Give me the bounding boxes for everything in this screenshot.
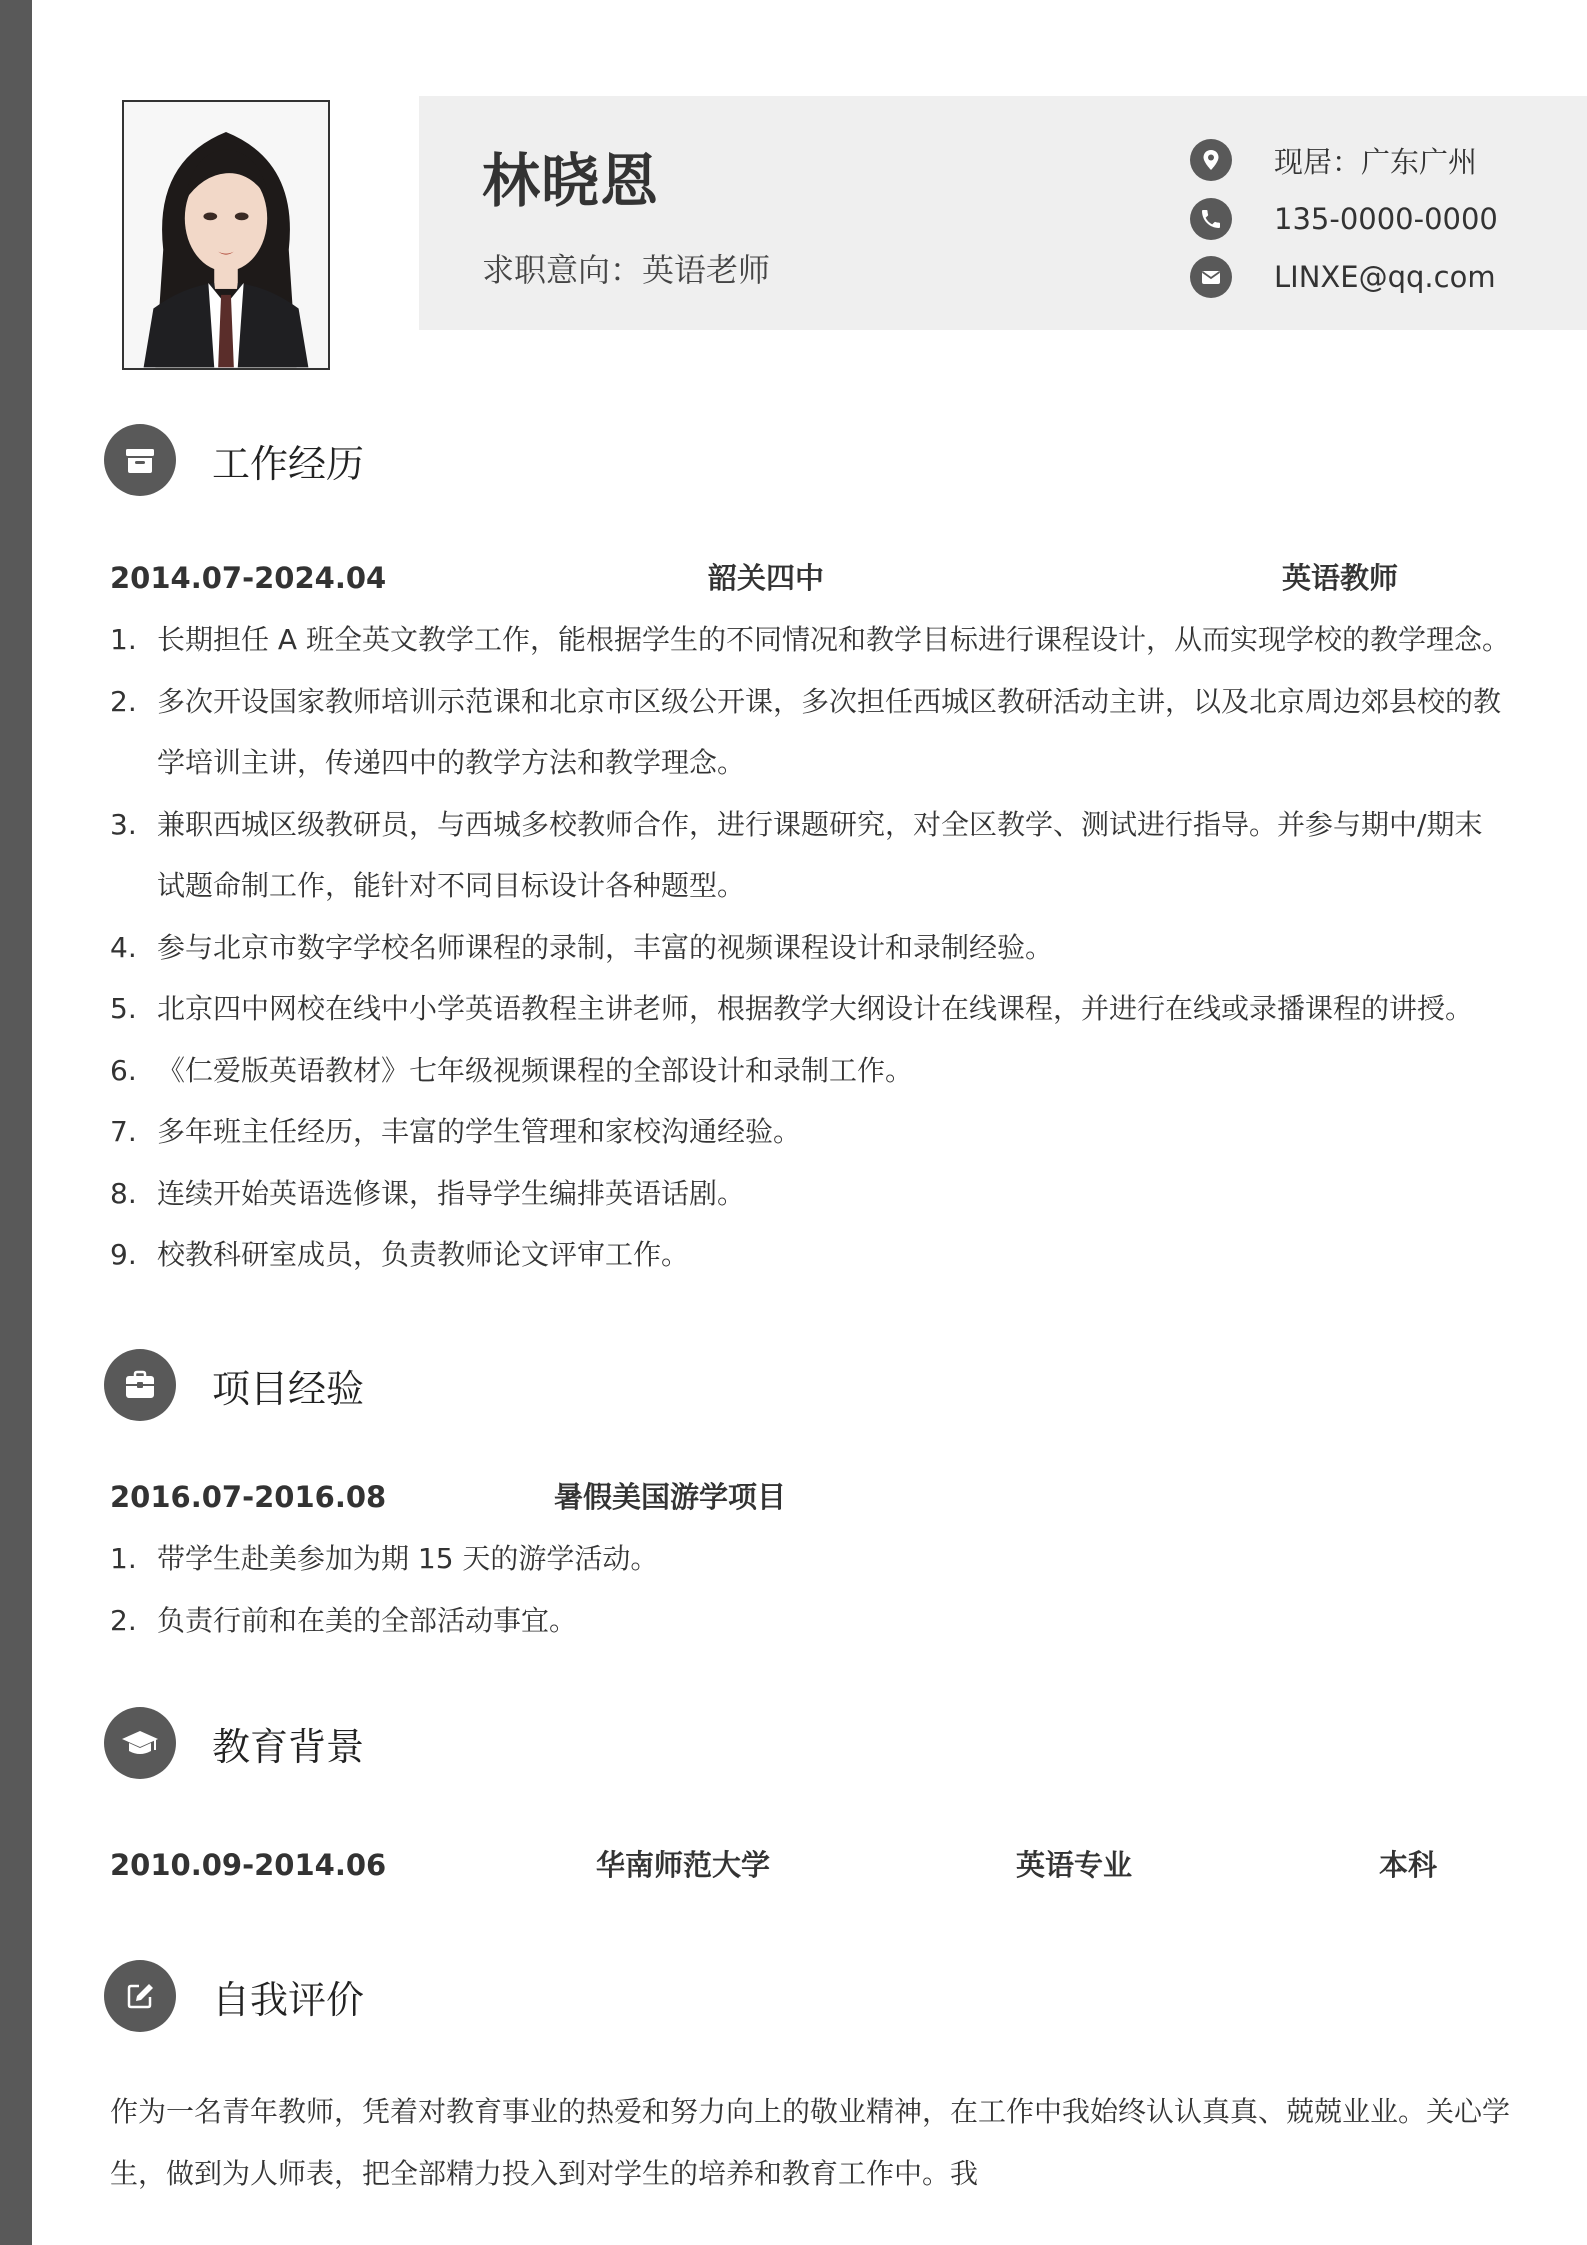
list-item-text: 长期担任 A 班全英文教学工作，能根据学生的不同情况和教学目标进行课程设计，从而实现学校的教学理念。 xyxy=(157,623,1510,656)
phone-icon xyxy=(1190,198,1232,240)
graduation-cap-icon xyxy=(104,1707,176,1779)
project-meta-row xyxy=(110,1477,1510,1517)
list-item-text: 多次开设国家教师培训示范课和北京市区级公开课，多次担任西城区教研活动主讲，以及北京周边郊县校的教学培训主讲，传递四中的教学方法和教学理念。 xyxy=(157,684,1502,779)
left-accent-bar xyxy=(0,0,32,2245)
list-item xyxy=(110,1163,1510,1225)
list-item xyxy=(110,1101,1510,1163)
email-text: LINXE@qq.com xyxy=(1274,260,1496,294)
work-duties-list xyxy=(110,609,1510,1286)
section-work-header xyxy=(104,424,364,496)
archive-box-icon xyxy=(104,424,176,496)
education-school: 华南师范大学 xyxy=(596,1848,771,1882)
list-item-text: 《仁爱版英语教材》七年级视频课程的全部设计和录制工作。 xyxy=(157,1053,914,1087)
list-item-text: 北京四中网校在线中小学英语教程主讲老师，根据教学大纲设计在线课程，并进行在线或录播课程的讲授。 xyxy=(157,992,1474,1025)
list-item-text: 兼职西城区级教研员，与西城多校教师合作，进行课题研究，对全区教学、测试进行指导。并参与期中/期末试题命制工作，能针对不同目标设计各种题型。 xyxy=(157,807,1483,902)
work-org: 韶关四中 xyxy=(708,561,825,595)
list-item-number: 5. xyxy=(110,992,137,1025)
list-item xyxy=(110,1224,1510,1286)
project-items-list xyxy=(110,1528,1510,1651)
list-item xyxy=(110,917,1510,979)
work-meta-row xyxy=(110,558,1510,598)
list-item-number: 1. xyxy=(110,623,137,656)
list-item xyxy=(110,1040,1510,1102)
project-name: 暑假美国游学项目 xyxy=(554,1480,787,1514)
location-text: 现居：广东广州 xyxy=(1274,144,1478,179)
list-item-number: 9. xyxy=(110,1238,137,1271)
contact-phone xyxy=(1190,197,1498,241)
education-date: 2010.09-2014.06 xyxy=(110,1848,387,1882)
contact-location xyxy=(1190,138,1477,182)
list-item-text: 校教科研室成员，负责教师论文评审工作。 xyxy=(157,1238,690,1271)
section-self-eval-header xyxy=(104,1960,364,2032)
section-work-title: 工作经历 xyxy=(212,441,365,486)
list-item xyxy=(110,978,1510,1040)
briefcase-icon xyxy=(104,1349,176,1421)
candidate-name: 林晓恩 xyxy=(482,147,660,215)
job-intent: 求职意向：英语老师 xyxy=(482,251,771,289)
list-item-text: 负责行前和在美的全部活动事宜。 xyxy=(157,1603,578,1637)
list-item-number: 6. xyxy=(110,1053,137,1087)
list-item-number: 8. xyxy=(110,1176,137,1210)
list-item-number: 2. xyxy=(110,1603,137,1637)
profile-photo xyxy=(122,100,330,370)
list-item xyxy=(110,1528,1510,1590)
list-item-text: 参与北京市数字学校名师课程的录制，丰富的视频课程设计和录制经验。 xyxy=(157,930,1054,964)
list-item-number: 7. xyxy=(110,1115,137,1148)
edit-icon xyxy=(104,1960,176,2032)
section-education-title: 教育背景 xyxy=(212,1724,365,1769)
list-item-number: 2. xyxy=(110,684,137,718)
section-project-title: 项目经验 xyxy=(212,1366,365,1411)
list-item-number: 1. xyxy=(110,1542,137,1575)
education-major: 英语专业 xyxy=(1016,1848,1133,1882)
list-item xyxy=(110,1590,1510,1652)
education-degree: 本科 xyxy=(1379,1848,1438,1882)
envelope-icon xyxy=(1190,256,1232,298)
phone-text: 135-0000-0000 xyxy=(1274,202,1498,236)
contact-email xyxy=(1190,255,1496,299)
education-meta-row xyxy=(110,1845,1510,1885)
section-education-header xyxy=(104,1707,364,1779)
list-item-text: 多年班主任经历，丰富的学生管理和家校沟通经验。 xyxy=(157,1115,802,1148)
list-item xyxy=(110,609,1510,671)
section-project-header xyxy=(104,1349,364,1421)
list-item-text: 连续开始英语选修课，指导学生编排英语话剧。 xyxy=(157,1176,746,1210)
list-item xyxy=(110,671,1510,794)
list-item-number: 3. xyxy=(110,807,137,841)
work-date: 2014.07-2024.04 xyxy=(110,561,387,595)
section-self-eval-title: 自我评价 xyxy=(212,1977,365,2022)
location-pin-icon xyxy=(1190,139,1232,181)
list-item-number: 4. xyxy=(110,930,137,964)
list-item xyxy=(110,794,1510,917)
work-role: 英语教师 xyxy=(1282,561,1399,595)
list-item-text: 带学生赴美参加为期 15 天的游学活动。 xyxy=(157,1542,659,1575)
project-date: 2016.07-2016.08 xyxy=(110,1480,387,1514)
self-eval-text: 作为一名青年教师，凭着对教育事业的热爱和努力向上的敬业精神，在工作中我始终认认真真、兢兢业业。关心学生，做到为人师表，把全部精力投入到对学生的培养和教育工作中。我 xyxy=(110,2095,1511,2190)
